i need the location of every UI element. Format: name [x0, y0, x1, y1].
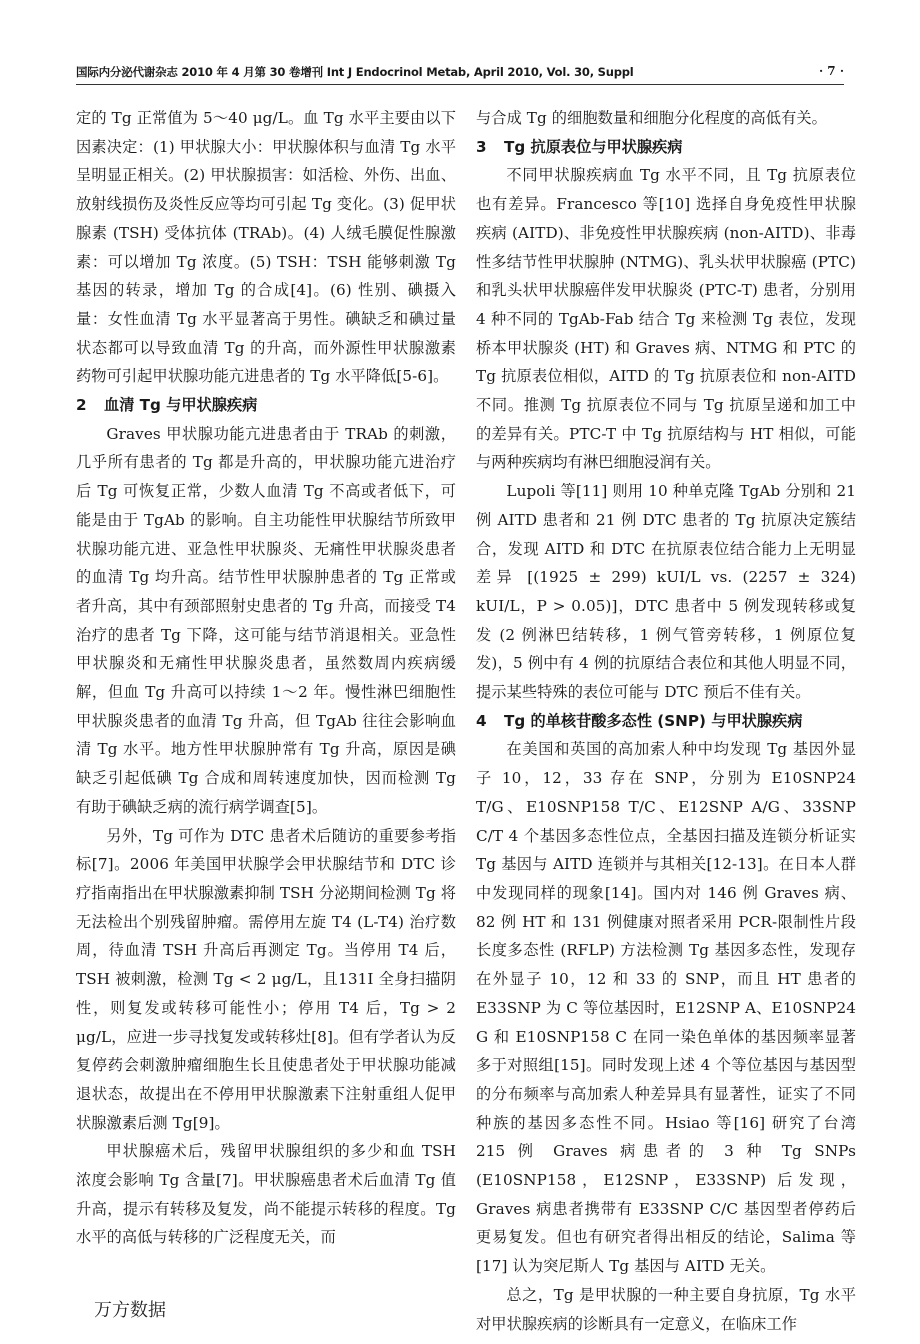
paragraph: 另外，Tg 可作为 DTC 患者术后随访的重要参考指标[7]。2006 年美国甲状腺学会甲状腺结节和 DTC 诊疗指南指出在甲状腺激素抑制 TSH 分泌期间检测 Tg 将无法检出个别残留肿瘤。需停用左旋 T4 (L-T4) 治疗数周，待血清 TSH 升高后再测定 Tg。当停用 T4 后，TSH 被刺激，检测 Tg < 2 μg/L，且131I 全身扫描阴性，则复发或转移可能性小；停用 T4 后，Tg > 2 μg/L，应进一步寻找复发或转移灶[8]。但有学者认为反复停药会刺激肿瘤细胞生长且使患者处于甲状腺功能减退状态，故提出在不停用甲状腺激素下注射重组人促甲状腺激素后测 Tg[9]。: [76, 826, 456, 1132]
paragraph: 定的 Tg 正常值为 5～40 μg/L。血 Tg 水平主要由以下因素决定：(1) 甲状腺大小：甲状腺体积与血清 Tg 水平呈明显正相关。(2) 甲状腺损害：如活检、外伤、出血、放射线损伤及炎性反应等均可引起 Tg 变化。(3) 促甲状腺素 (TSH) 受体抗体 (TRAb)。(4) 人绒毛膜促性腺激素：可以增加 Tg 浓度。(5) TSH：TSH 能够刺激 Tg 基因的转录，增加 Tg 的合成[4]。(6) 性别、碘摄入量：女性血清 Tg 水平显著高于男性。碘缺乏和碘过量状态都可以导致血清 Tg 的升高，而外源性甲状腺激素药物可引起甲状腺功能亢进患者的 Tg 水平降低[5-6]。: [76, 109, 456, 386]
section-heading-3: [476, 133, 856, 162]
paragraph: 甲状腺癌术后，残留甲状腺组织的多少和血 TSH 浓度会影响 Tg 含量[7]。甲状腺癌患者术后血清 Tg 值升高，提示有转移及复发，尚不能提示转移的程度。Tg 水平的高低与转移的广泛程度无关，而: [76, 1142, 456, 1247]
wanfang-data-logo: 万方数据: [94, 1300, 166, 1321]
page-number: · 7 ·: [818, 64, 844, 78]
paragraph: Graves 甲状腺功能亢进患者由于 TRAb 的刺激，几乎所有患者的 Tg 都是升高的，甲状腺功能亢进治疗后 Tg 可恢复正常，少数人血清 Tg 不高或者低下，可能是由于 TgAb 的影响。自主功能性甲状腺结节所致甲状腺功能亢进、亚急性甲状腺炎、无痛性甲状腺炎患者的血清 Tg 均升高。结节性甲状腺肿患者的 Tg 正常或者升高，其中有颈部照射史患者的 Tg 升高，而接受 T4 治疗的患者 Tg 下降，这可能与结节消退相关。亚急性甲状腺炎和无痛性甲状腺炎患者，虽然数周内疾病缓解，但血 Tg 升高可以持续 1～2 年。慢性淋巴细胞性甲状腺炎患者的血清 Tg 升高，但 TgAb 往往会影响血清 Tg 水平。地方性甲状腺肿常有 Tg 升高，原因是碘缺乏引起低碘 Tg 合成和周转速度加快，因而检测 Tg 有助于碘缺乏病的流行病学调查[5]。: [76, 424, 456, 816]
section-number: 3: [476, 137, 487, 156]
paragraph: Lupoli 等[11] 则用 10 种单克隆 TgAb 分别和 21 例 AITD 患者和 21 例 DTC 患者的 Tg 抗原决定簇结合，发现 AITD 和 DTC 在抗原表位结合能力上无明显差异 [(1925 ± 299) kUI/L vs. (2257 ± 324) kUI/L，P > 0.05)]，DTC 患者中 5 例发现转移或复发 (2 例淋巴结转移，1 例气管旁转移，1 例原位复发)，5 例中有 4 例的抗原结合表位和其他人明显不同，提示某些特殊的表位可能与 DTC 预后不佳有关。: [476, 482, 856, 702]
paragraph: 不同甲状腺疾病血 Tg 水平不同，且 Tg 抗原表位也有差异。Francesco 等[10] 选择自身免疫性甲状腺疾病 (AITD)、非免疫性甲状腺疾病 (non-AITD)、非毒性多结节性甲状腺肿 (NTMG)、乳头状甲状腺癌 (PTC) 和乳头状甲状腺癌伴发甲状腺炎 (PTC-T) 患者，分别用 4 种不同的 TgAb-Fab 结合 Tg 来检测 Tg 表位，发现桥本甲状腺炎 (HT) 和 Graves 病、NTMG 和 PTC 的 Tg 抗原表位相似，AITD 的 Tg 抗原表位和 non-AITD 不同。推测 Tg 抗原表位不同与 Tg 抗原呈递和加工中的差异有关。PTC-T 中 Tg 抗原结构与 HT 相似，可能与两种疾病均有淋巴细胞浸润有关。: [476, 166, 856, 472]
running-header: [76, 62, 844, 85]
section-heading-4: [476, 707, 856, 736]
section-title: Tg 抗原表位与甲状腺疾病: [504, 137, 683, 156]
section-number: 2: [76, 396, 87, 415]
right-column: [476, 104, 856, 1338]
section-number: 4: [476, 711, 487, 730]
section-title: Tg 的单核苷酸多态性 (SNP) 与甲状腺疾病: [504, 711, 803, 730]
journal-citation: 国际内分泌代谢杂志 2010 年 4 月第 30 卷增刊 Int J Endocrinol Metab, April 2010, Vol. 30, Suppl: [76, 65, 634, 79]
section-heading-2: [76, 391, 456, 420]
section-title: 血清 Tg 与甲状腺疾病: [104, 396, 258, 415]
paragraph: 总之，Tg 是甲状腺的一种主要自身抗原，Tg 水平对甲状腺疾病的诊断具有一定意义，在临床工作: [476, 1285, 856, 1333]
left-column: [76, 104, 456, 1252]
paragraph: 与合成 Tg 的细胞数量和细胞分化程度的高低有关。: [476, 109, 827, 127]
paragraph: 在美国和英国的高加索人种中均发现 Tg 基因外显子 10，12，33 存在 SNP，分别为 E10SNP24 T/G、E10SNP158 T/C、E12SNP A/G、33SNP C/T 4 个基因多态性位点，全基因扫描及连锁分析证实 Tg 基因与 AITD 连锁并与其相关[12-13]。在日本人群中发现同样的现象[14]。国内对 146 例 Graves 病、82 例 HT 和 131 例健康对照者采用 PCR-限制性片段长度多态性 (RFLP) 方法检测 Tg 基因多态性，发现存在外显子 10，12 和 33 的 SNP，而且 HT 患者的 E33SNP 为 C 等位基因时，E12SNP A、E10SNP24 G 和 E10SNP158 C 在同一染色单体的基因频率显著多于对照组[15]。同时发现上述 4 个等位基因与基因型的分布频率与高加索人种差异具有显著性，证实了不同种族的基因多态性不同。Hsiao 等[16] 研究了台湾 215 例 Graves 病患者的 3 种 Tg SNPs (E10SNP158，E12SNP，E33SNP) 后发现，Graves 病患者携带有 E33SNP C/C 基因型者停药后更易复发。但也有研究者得出相反的结论，Salima 等[17] 认为突尼斯人 Tg 基因与 AITD 无关。: [476, 740, 856, 1276]
